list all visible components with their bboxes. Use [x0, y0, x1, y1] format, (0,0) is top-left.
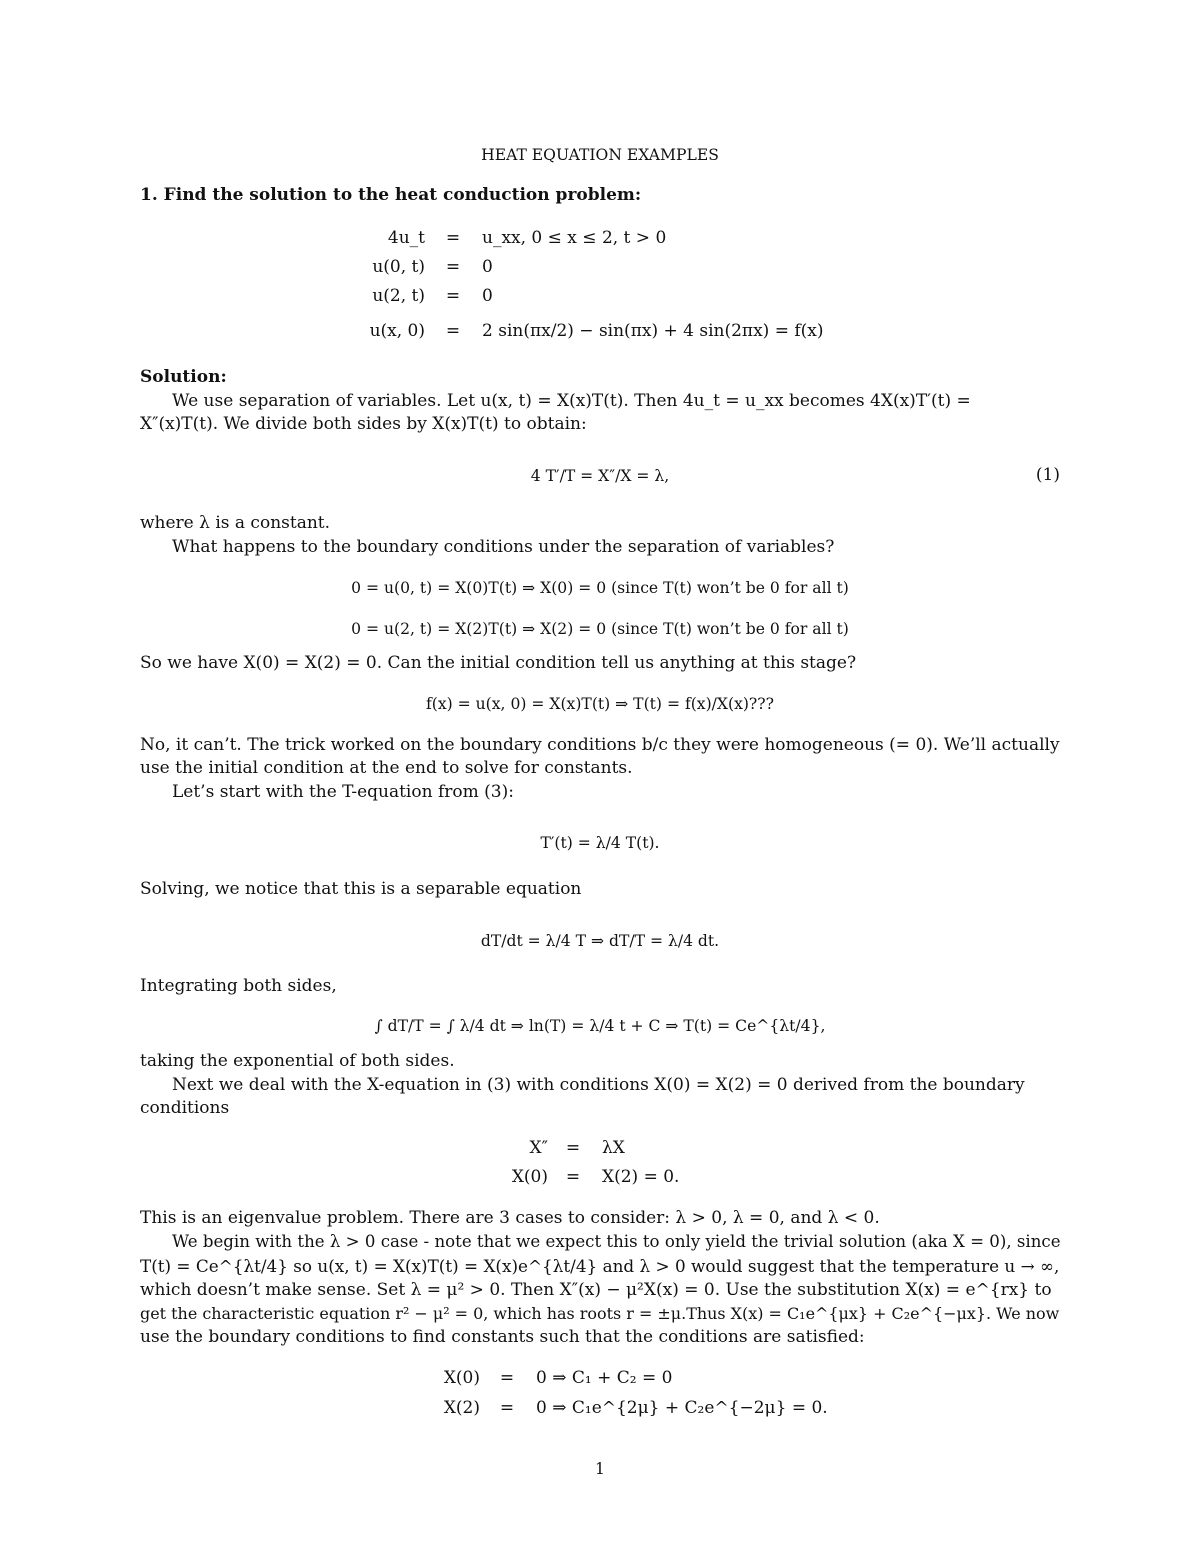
- system-lhs-0: 4u_t: [387, 228, 425, 248]
- paragraph-3: What happens to the boundary conditions under the separation of variables?: [172, 537, 835, 557]
- system-rhs-3: 2 sin(πx/2) − sin(πx) + 4 sin(2πx) = f(x): [482, 321, 824, 341]
- system-lhs-3: u(x, 0): [369, 321, 425, 341]
- csys-lhs-1: X(2): [443, 1398, 480, 1418]
- paragraph-7: Solving, we notice that this is a separable equation: [140, 879, 582, 899]
- t-equation: T′(t) = λ/4 T(t).: [540, 834, 660, 852]
- paragraph-5a: No, it can’t. The trick worked on the boundary conditions b/c they were homogeneous (= 0). We’ll actually: [140, 735, 1060, 755]
- csys-eq-0: =: [499, 1368, 515, 1388]
- page-number: 1: [595, 1460, 605, 1478]
- xsys-rhs-0: λX: [602, 1138, 625, 1158]
- paragraph-1b: X″(x)T(t). We divide both sides by X(x)T(t) to obtain:: [140, 414, 587, 434]
- xsys-lhs-1: X(0): [511, 1167, 548, 1187]
- paragraph-12a: We begin with the λ > 0 case - note that we expect this to only yield the trivial solution (aka X = 0), since: [172, 1232, 1061, 1251]
- paragraph-12c: which doesn’t make sense. Set λ = μ² > 0. Then X″(x) − μ²X(x) = 0. Use the substitution X(x) = e^{rx} to: [140, 1280, 1052, 1300]
- paragraph-4: So we have X(0) = X(2) = 0. Can the initial condition tell us anything at this stage?: [140, 653, 857, 673]
- equation-1: 4 T′/T = X″/X = λ,: [530, 467, 670, 485]
- csys-rhs-1: 0 ⇒ C₁e^{2μ} + C₂e^{−2μ} = 0.: [536, 1398, 828, 1418]
- paragraph-8: Integrating both sides,: [140, 976, 337, 996]
- system-rhs-2: 0: [482, 286, 493, 306]
- system-eq-1: =: [445, 257, 461, 277]
- solution-heading: Solution:: [140, 367, 227, 387]
- xsys-rhs-1: X(2) = 0.: [602, 1167, 680, 1187]
- paragraph-1a: We use separation of variables. Let u(x, t) = X(x)T(t). Then 4u_t = u_xx becomes 4X(x)T′(t) =: [172, 391, 971, 411]
- initial-condition-equation: f(x) = u(x, 0) = X(x)T(t) ⇒ T(t) = f(x)/X(x)???: [425, 695, 774, 713]
- boundary-condition-1: 0 = u(0, t) = X(0)T(t) ⇒ X(0) = 0 (since T(t) won’t be 0 for all t): [351, 579, 849, 597]
- integration-equation: ∫ dT/T = ∫ λ/4 dt ⇒ ln(T) = λ/4 t + C ⇒ T(t) = Ce^{λt/4},: [374, 1017, 826, 1035]
- page-title: HEAT EQUATION EXAMPLES: [481, 146, 719, 164]
- paragraph-6: Let’s start with the T-equation from (3):: [172, 782, 514, 802]
- problem-statement: 1. Find the solution to the heat conduction problem:: [140, 185, 642, 205]
- system-rhs-0: u_xx, 0 ≤ x ≤ 2, t > 0: [482, 228, 667, 248]
- paragraph-10a: Next we deal with the X-equation in (3) with conditions X(0) = X(2) = 0 derived from the boundary: [172, 1075, 1025, 1095]
- system-lhs-1: u(0, t): [372, 257, 425, 277]
- csys-eq-1: =: [499, 1398, 515, 1418]
- paragraph-10b: conditions: [140, 1098, 230, 1118]
- paragraph-12e: use the boundary conditions to find constants such that the conditions are satisfied:: [140, 1327, 865, 1347]
- paragraph-2: where λ is a constant.: [140, 513, 331, 533]
- separable-equation: dT/dt = λ/4 T ⇒ dT/T = λ/4 dt.: [480, 932, 720, 950]
- xsys-eq-1: =: [565, 1167, 581, 1187]
- system-eq-3: =: [445, 321, 461, 341]
- paragraph-9: taking the exponential of both sides.: [140, 1051, 455, 1071]
- system-lhs-2: u(2, t): [372, 286, 425, 306]
- system-eq-0: =: [445, 228, 461, 248]
- paragraph-12d: get the characteristic equation r² − μ² = 0, which has roots r = ±μ.Thus X(x) = C₁e^{μx} + C₂e^{−μx}. We now: [140, 1304, 1060, 1323]
- boundary-condition-2: 0 = u(2, t) = X(2)T(t) ⇒ X(2) = 0 (since T(t) won’t be 0 for all t): [351, 620, 849, 638]
- equation-1-number: (1): [1035, 465, 1060, 485]
- paragraph-5b: use the initial condition at the end to solve for constants.: [140, 758, 633, 778]
- system-eq-2: =: [445, 286, 461, 306]
- csys-lhs-0: X(0): [443, 1368, 480, 1388]
- paragraph-12b: T(t) = Ce^{λt/4} so u(x, t) = X(x)T(t) = X(x)e^{λt/4} and λ > 0 would suggest that the temperature u → ∞,: [140, 1256, 1060, 1276]
- xsys-eq-0: =: [565, 1138, 581, 1158]
- system-rhs-1: 0: [482, 257, 493, 277]
- xsys-lhs-0: X″: [529, 1138, 548, 1158]
- csys-rhs-0: 0 ⇒ C₁ + C₂ = 0: [536, 1368, 673, 1388]
- paragraph-11: This is an eigenvalue problem. There are 3 cases to consider: λ > 0, λ = 0, and λ < 0.: [140, 1208, 880, 1228]
